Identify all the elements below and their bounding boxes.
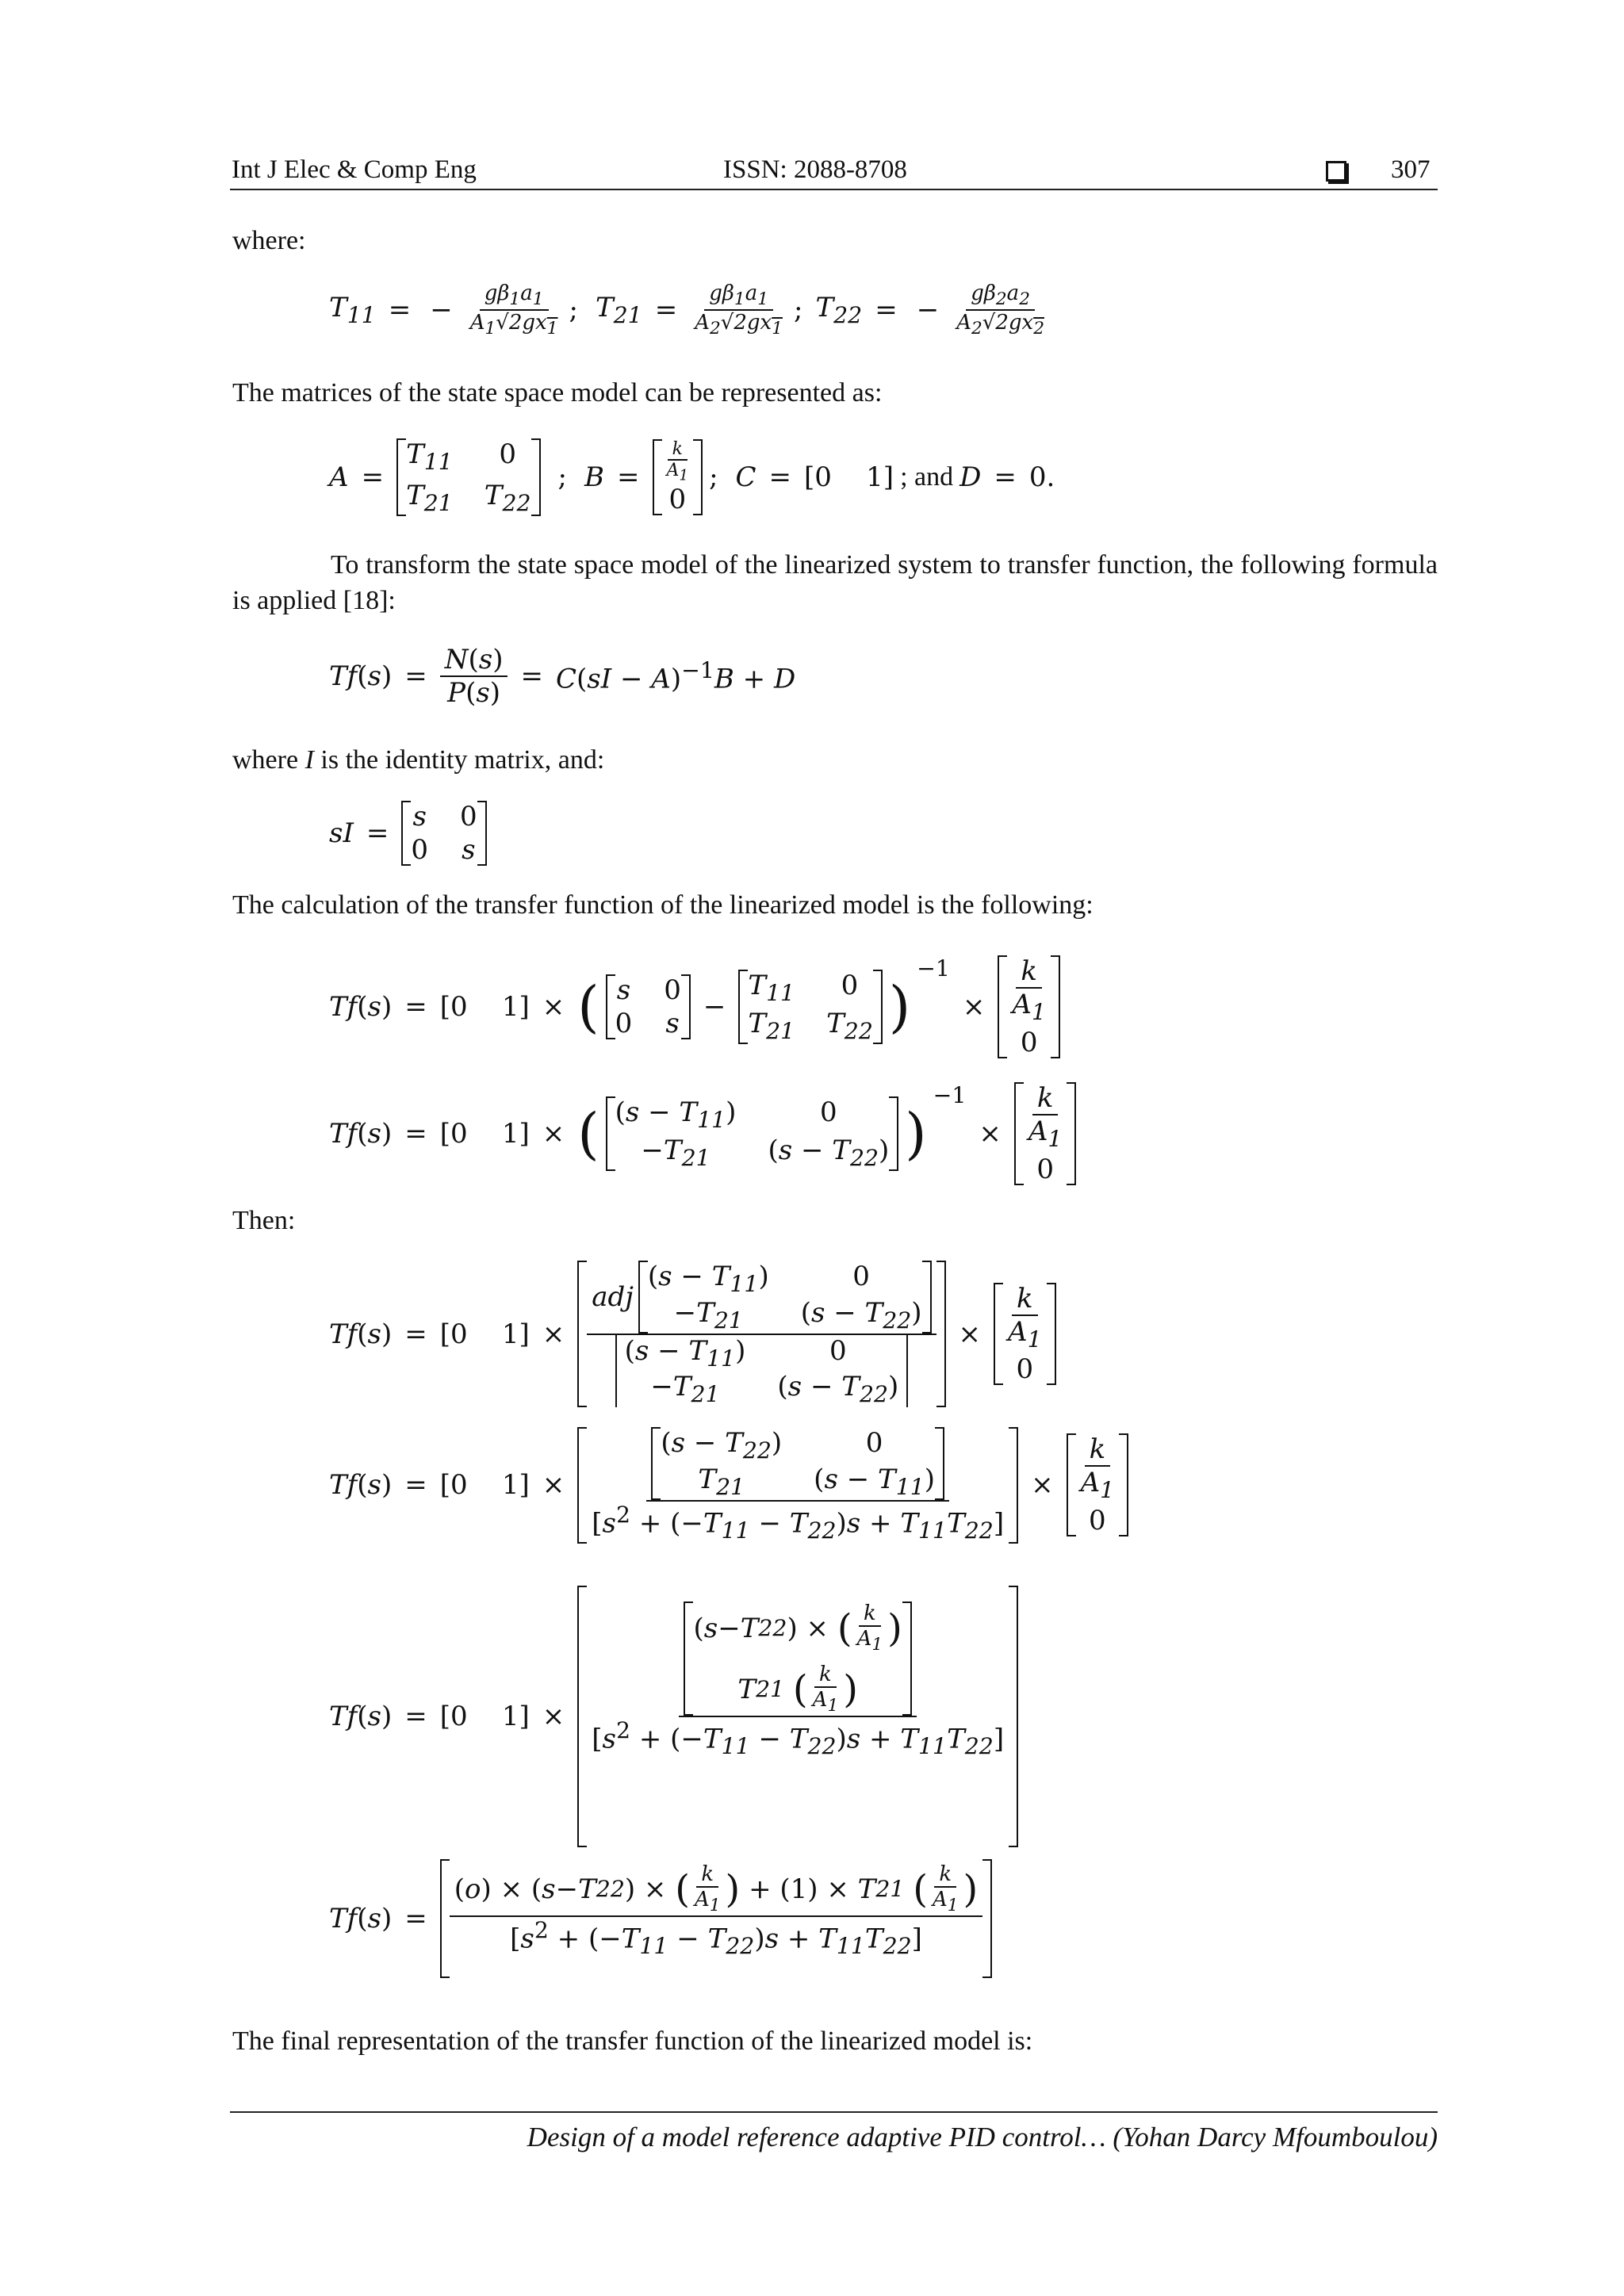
matrices-intro: The matrices of the state space model can be represented as: [232,378,883,408]
identity-var: I [304,745,314,775]
identity-pre: where [232,745,305,775]
and-text: ; and [900,461,954,492]
equation-si-matrix: sI = s 0 0 s [329,801,487,866]
equation-step-5: Tf(s) = [0 1] × ( s − T 22 ) × ( $\frac{k}{A_1}$ ) T 21 ( $\frac{k}{A_1}$ ) $[s^2 + (-T_{11} - T_{22})s + T_{11}T_{22}]$ [329,1586,1018,1847]
equation-t-coefficients: $T_{11}$ = − $\frac{g\beta_1a_1}{A_1√2gx_1}$ ; $T_{21}$ = $\frac{g\beta_1a_1}{A_2√2gx_1}$ ; $T_{22}$ = − $\frac{g\beta_2a_2}{A_2√2gx_2}$ [329,281,1044,339]
equation-step-1: Tf(s) = [0 1] × ( s 0 0 s − $T_{11}$ 0 $T_{21}$ $T_{22}$ ) $^{-1}$ × $\frac{k}{A_1}$ 0 [329,955,1060,1058]
identity-sentence [232,743,604,778]
box-icon [1326,161,1346,186]
journal-name: Int J Elec & Comp Eng [232,155,477,184]
page-number: 307 [1391,155,1431,184]
then-label: Then: [232,1206,296,1235]
equation-step-3: Tf(s) = [0 1] × adj $(s - T_{11})$ 0 $-T_{21}$ $(s - T_{22})$ $(s - T_{11})$ 0 $-T_{21}$ $(s - T_{22})$ × $\frac{k}{A_1}$ 0 [329,1261,1056,1407]
calc-intro: The calculation of the transfer function of the linearized model is the following: [232,890,1094,920]
equation-state-matrices: A = $T_{11}$ 0 $T_{21}$ $T_{22}$ ; B = $\frac{k}{A_1}$ 0 ; C = [0 1] ; and D = 0. [329,438,1055,516]
identity-post: is the identity matrix, and: [313,745,605,775]
running-footer: Design of a model reference adaptive PID control… (Yohan Darcy Mfoumboulou) [527,2122,1438,2152]
equation-step-6: Tf(s) = ( o ) × ( s − T 22 ) × ( $\frac{k}{A_1}$ ) + (1) × T 21 ( $\frac{k}{A_1}$ ) $[s^2 + (-T_{11} - T_{22})s + T_{11}T_{22}]$ [329,1859,992,1978]
where-label: where: [232,226,306,255]
footer-rule [230,2111,1438,2113]
final-intro: The final representation of the transfer function of the linearized model is: [232,2026,1033,2056]
transform-paragraph [232,547,1438,618]
equation-transfer-function-definition: Tf(s) = $\frac{N(s)}{P(s)}$ = C(sI − A)$^{-1}$B + D [329,644,796,709]
header-rule [230,189,1438,190]
transform-text: To transform the state space model of the linearized system to transfer function, the following formula is applied [18]: [232,550,1438,615]
issn: ISSN: 2088-8708 [723,155,907,184]
equation-step-4: Tf(s) = [0 1] × $(s - T_{22})$ 0 $T_{21}$ $(s - T_{11})$ $[s^2 + (-T_{11} - T_{22})s + T_{11}T_{22}]$ × $\frac{k}{A_1}$ 0 [329,1427,1128,1544]
equation-step-2: Tf(s) = [0 1] × ( $(s - T_{11})$ 0 $-T_{21}$ $(s - T_{22})$ ) $^{-1}$ × $\frac{k}{A_1}$ 0 [329,1082,1076,1185]
